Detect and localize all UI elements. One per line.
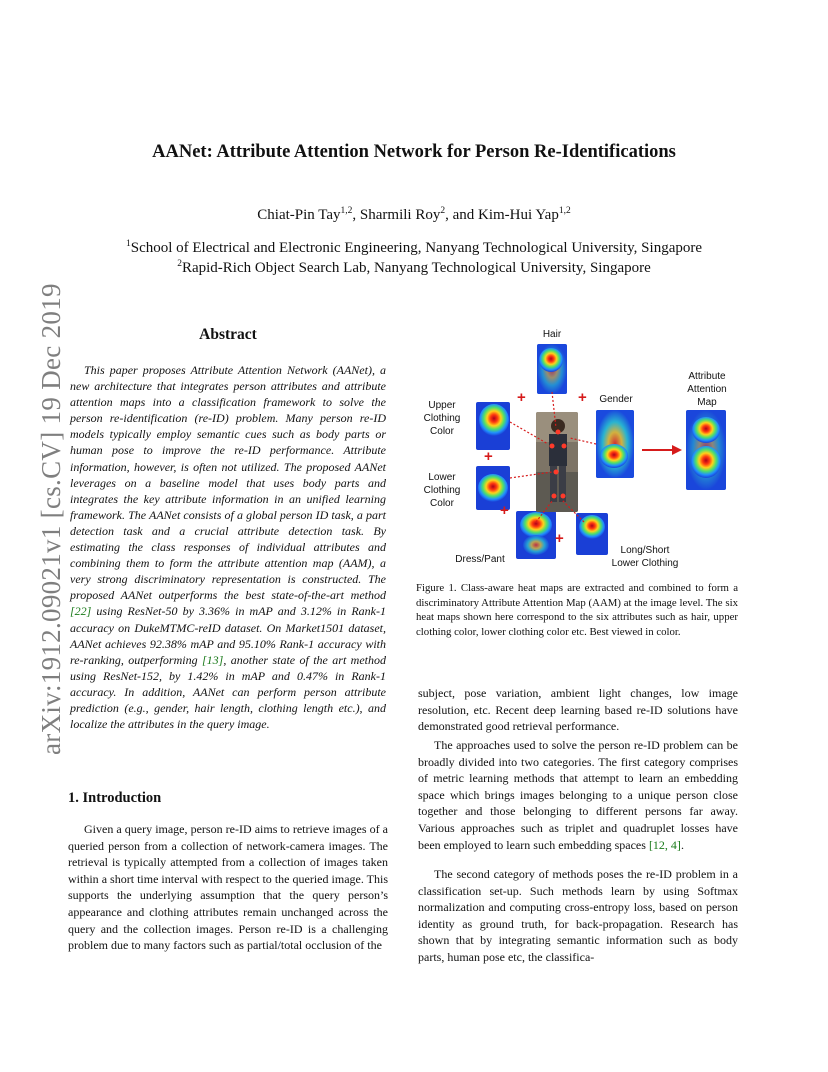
citation-link[interactable]: [22] <box>70 604 92 619</box>
author-sup: 1,2 <box>340 206 353 216</box>
body-paragraph: subject, pose variation, ambient light changes, low image resolution, etc. Recent deep learning based re-ID solutions have demonstrated good retrieval performance. <box>418 686 738 734</box>
affiliation-sup: 1 <box>125 239 131 249</box>
intro-paragraph: Given a query image, person re-ID aims to retrieve images of a queried person from a collection of network-camera images. The retrieval is typically attempted from a collection of images taken within a short time interval with respect to the queried image. This supports the underlying assumption that the query person’s appearance and clothing attributes remain unchanged across the query and the collection images. Person re-ID is a challenging problem due to many factors such as partial/total occlusion of the <box>68 822 388 953</box>
label-hair: Hair <box>542 329 562 340</box>
body-paragraph <box>418 737 738 853</box>
arxiv-stamp-text: arXiv:1912.09021v1 [cs.CV] 19 Dec 2019 <box>36 283 66 755</box>
plus-sign: + <box>517 389 526 406</box>
body-text: The approaches used to solve the person re-ID problem can be broadly divided into two categories. The first category comprises of metric learning methods that attempt to learn an embedding space which brings images belonging to a unique person close together and those belonging to different persons far away. Various approaches such as triplet and quadruplet losses have been employed to learn such embedding spaces <box>418 738 738 852</box>
author-sup: 1,2 <box>558 206 571 216</box>
citation-link[interactable]: [12, 4] <box>648 837 681 852</box>
label-gender: Gender <box>599 394 633 405</box>
section-heading-introduction: 1. Introduction <box>68 790 162 806</box>
author-sep: , <box>352 207 360 223</box>
plus-sign: + <box>555 530 564 547</box>
author-sep: , and <box>445 207 478 223</box>
plus-sign: + <box>500 502 509 519</box>
affiliation-1 <box>0 240 828 257</box>
affiliation-sup: 2 <box>177 259 182 269</box>
label-lower-clothing: Lower Clothing Color <box>423 472 461 509</box>
plus-sign: + <box>484 448 493 465</box>
affiliation-text: Rapid-Rich Object Search Lab, Nanyang Technological University, Singapore <box>181 260 651 276</box>
label-upper-clothing: Upper Clothing Color <box>423 400 461 437</box>
author-line <box>0 207 828 224</box>
figure-caption: Figure 1. Class-aware heat maps are extracted and combined to form a discriminatory Attribute Attention Map (AAM) at the image level. The six heat maps shown here correspond to the six attributes such as hair, upper clothing color, lower clothing color etc. Best viewed in color. <box>416 582 738 639</box>
abstract-text: using ResNet-50 by 3.36% in mAP and 3.12% in Rank-1 accuracy on DukeMTMC-reID dataset. On Market1501 dataset, AANet achieves 92.38% mAP and 95.10% Rank-1 accuracy with re-ranking, outperforming <box>70 604 386 667</box>
abstract-body <box>70 362 386 732</box>
plus-sign: + <box>578 389 587 406</box>
affiliation-text: School of Electrical and Electronic Engineering, Nanyang Technological University, Singapore <box>130 240 703 256</box>
author-sup: 2 <box>440 206 446 216</box>
figure-1 <box>416 326 752 576</box>
label-long-short: Long/Short Lower Clothing <box>611 545 679 569</box>
abstract-text: This paper proposes Attribute Attention Network (AANet), a new architecture that integrates person attributes and attribute attention maps into a classification framework to solve the person re-identification (re-ID) problem. Many person re-ID models typically employ semantic cues such as body parts or human pose to improve the re-ID performance. Attribute information, however, is often not utilized. The proposed AANet leverages on a baseline model that uses body parts and integrates the key attribute information in an unified learning framework. The AANet consists of a global person ID task, a part detection task and a crucial attribute detection task. By estimating the class responses of individual attributes and combining them to form the attribute attention map (AAM), a very strong discriminatory representation is constructed. The proposed AANet outperforms the best state-of-the-art method <box>70 363 386 603</box>
label-attention-map: Attribute Attention Map <box>687 371 727 408</box>
paper-title: AANet: Attribute Attention Network for Person Re-Identifications <box>152 142 676 162</box>
figure-connectors <box>416 326 752 576</box>
body-paragraph: The second category of methods poses the re-ID problem in a classification set-up. Such methods learn by using Softmax normalization and computing cross-entropy loss, based on person identity as ground truth, for back-propagation. Research has shown that by integrating semantic information such as body parts, human pose etc, the classifica- <box>418 867 738 964</box>
abstract-text: , another state of the art method using ResNet-152, by 1.42% in mAP and 0.47% in Rank-1 accuracy. In addition, AANet can perform person attribute prediction (e.g., gender, hair length, clothing length etc.), and localize the attributes in the query image. <box>70 652 386 732</box>
label-dress-pant: Dress/Pant <box>455 554 505 565</box>
author-name: Chiat-Pin Tay <box>257 207 341 223</box>
citation-link[interactable]: [13] <box>202 652 224 667</box>
body-text: . <box>680 837 684 852</box>
affiliation-2 <box>0 260 828 277</box>
abstract-heading: Abstract <box>199 326 257 343</box>
author-name: Sharmili Roy <box>359 207 441 223</box>
author-name: Kim-Hui Yap <box>478 207 559 223</box>
